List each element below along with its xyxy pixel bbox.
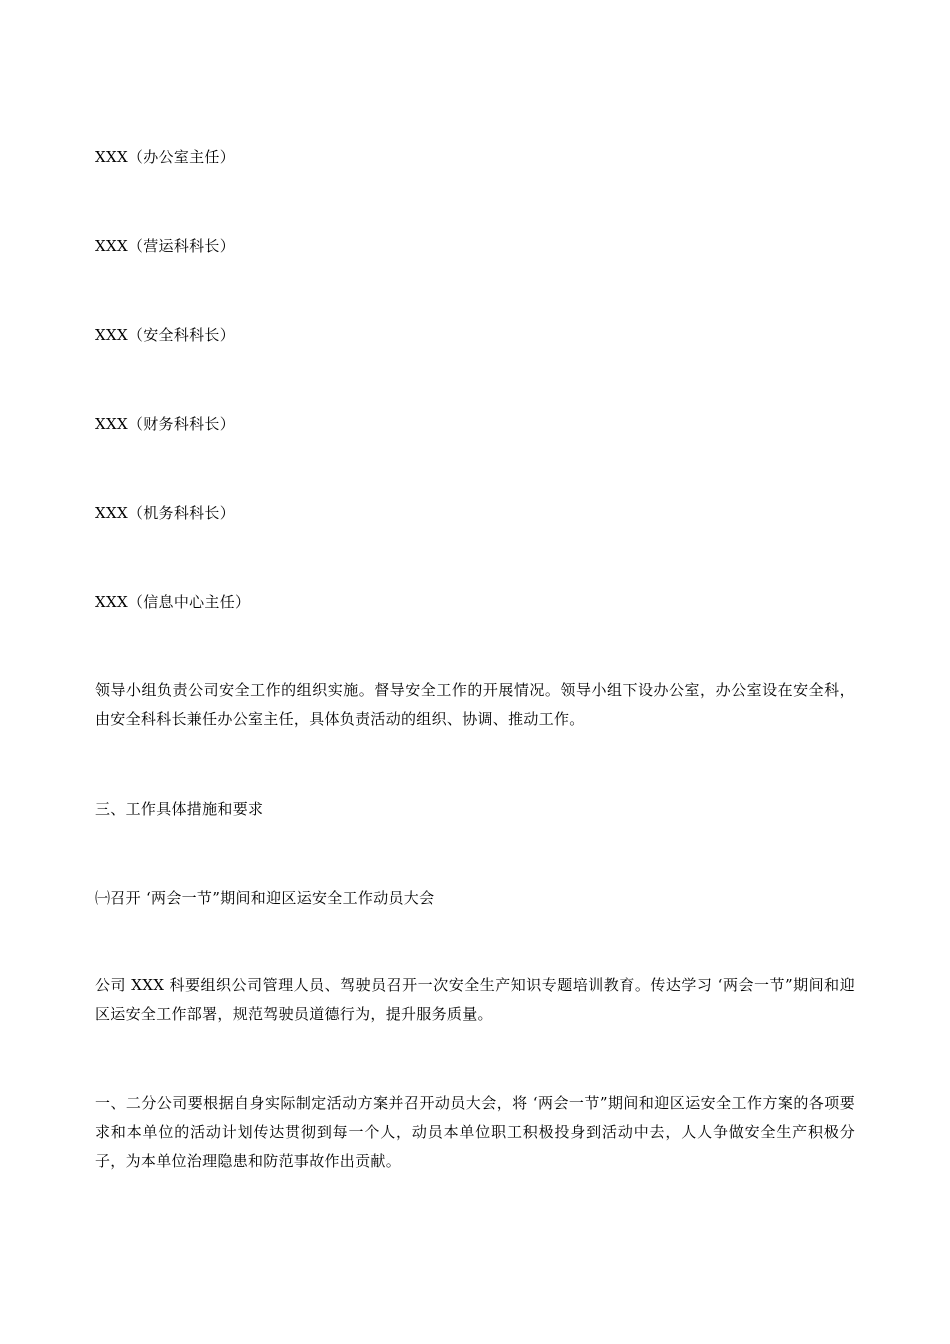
member-office-director: XXX（办公室主任） <box>95 148 236 166</box>
leadership-paragraph: 领导小组负责公司安全工作的组织实施。督导安全工作的开展情况。领导小组下设办公室，办公室设在安全科，由安全科科长兼任办公室主任，具体负责活动的组织、协调、推动工作。 <box>95 681 855 728</box>
member-safety-chief: XXX（安全科科长） <box>95 326 236 344</box>
member-finance-chief: XXX（财务科科长） <box>95 415 236 433</box>
item-one-paragraph: 一、二分公司要根据自身实际制定活动方案并召开动员大会，将 ‘两会一节”期间和迎区运安全工作方案的各项要求和本单位的活动计划传达贯彻到每一个人，动员本单位职工积极投身到活动中去，人人争做安全生产积极分子，为本单位治理隐患和防范事故作出贡献。 <box>95 1094 855 1170</box>
member-operations-chief: XXX（营运科科长） <box>95 237 236 255</box>
member-info-center-director: XXX（信息中心主任） <box>95 593 251 611</box>
training-paragraph: 公司 XXX 科要组织公司管理人员、驾驶员召开一次安全生产知识专题培训教育。传达学习 ‘两会一节”期间和迎区运安全工作部署，规范驾驶员道德行为，提升服务质量。 <box>95 976 855 1023</box>
section-three-heading: 三、工作具体措施和要求 <box>95 800 264 818</box>
subsection-one-heading: ㈠召开 ‘两会一节”期间和迎区运安全工作动员大会 <box>95 889 435 907</box>
member-machinery-chief: XXX（机务科科长） <box>95 504 236 522</box>
